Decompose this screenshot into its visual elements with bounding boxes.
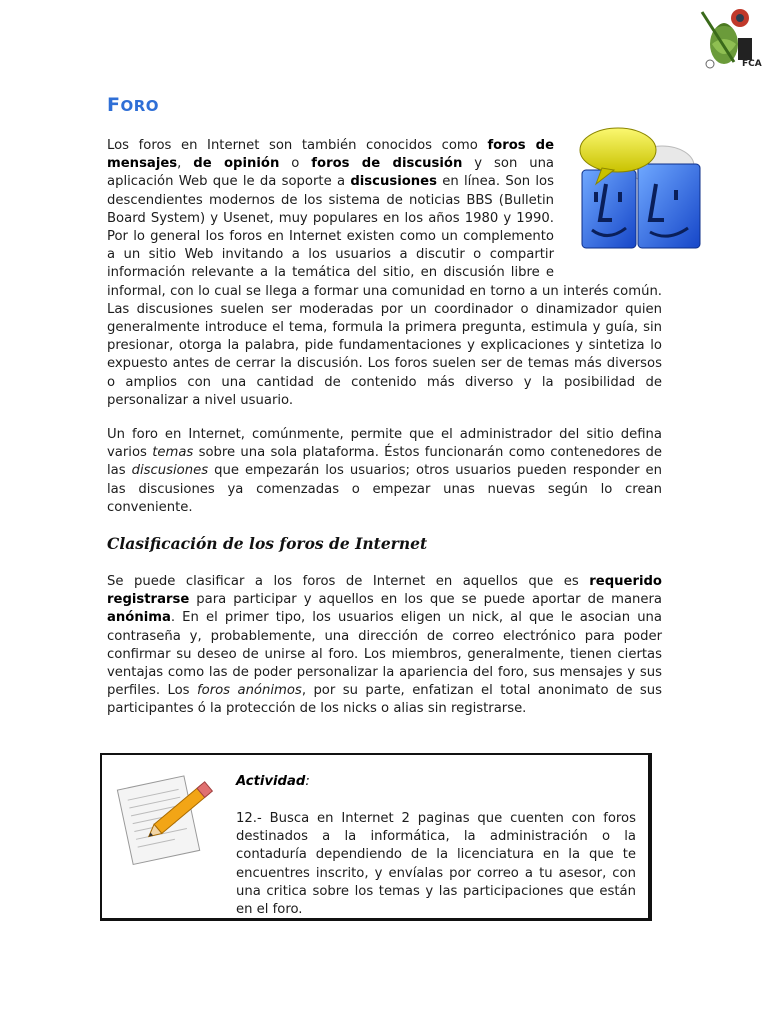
pencil-paper-icon xyxy=(114,767,218,867)
activity-title: Actividad: xyxy=(236,774,310,789)
paragraph-forum-admin: Un foro en Internet, comúnmente, permite que el administrador del sitio defina varios temas sobre una sola plataforma. Éstos funcionarán como contenedores de las discusiones que empezarán los usuarios; otros usuarios pueden responder en las discusiones ya comenzadas o empezar unas nuevas según lo crean conveniente. xyxy=(107,427,662,515)
paragraph-forum-classification: Se puede clasificar a los foros de Internet en aquellos que es requerido registrarse para participar y aquellos en los que se puede aportar de manera anónima. En el primer tipo, los usuarios eligen un nick, al que le asocian una contraseña y, probablemente, una dirección de correo electrónico para poder confirmar su deseo de unirse al foro. Los miembros, generalmente, tienen ciertas ventajas como las de poder personalizar la apariencia del foro, sus mensajes y sus perfiles. Los foros anónimos, por su parte, enfatizan el total anonimato de sus participantes ó la protección de los nicks o alias sin registrarse. xyxy=(107,574,662,717)
logo-text: FCA xyxy=(742,59,762,69)
activity-box xyxy=(100,753,652,921)
fca-logo-icon xyxy=(694,4,764,74)
activity-text: 12.- Busca en Internet 2 paginas que cuenten con foros destinados a la informática, la administración o la contaduría dependiendo de la licenciatura en la que te encuentres inscrito, y envíalas por correo a tu asesor, con una critica sobre los temas y las participaciones que están en el foro. xyxy=(236,811,636,918)
paragraph-forum-definition: Los foros en Internet son también conocidos como foros de mensajes, de opinión o foros de discusión y son una aplicación Web que le da soporte a discusiones en línea. Son los descendientes modernos de los sistema de noticias BBS (Bulletin Board System) y Usenet, muy populares en los años 1980 y 1990. Por lo general los foros en Internet existen como un complemento a un sitio Web invitando a los usuarios a discutir o compartir información relevante a la temática del sitio, en discusión libre e informal, con lo cual se llega a formar una comunidad en torno a un interés común. Las discusiones suelen ser moderadas por un coordinador o dinamizador quien generalmente introduce el tema, formula la primera pregunta, estimula y guía, sin presionar, otorga la palabra, pide fundamentaciones y explicaciones y sintetiza lo expuesto antes de cerrar la discusión. Los foros suelen ser de temas más diversos o amplios con una cantidad de contenido más diverso y la posibilidad de personalizar a nivel usuario. xyxy=(107,138,662,408)
section-title: FORO xyxy=(107,94,160,116)
section-subtitle: Clasificación de los foros de Internet xyxy=(107,534,428,553)
